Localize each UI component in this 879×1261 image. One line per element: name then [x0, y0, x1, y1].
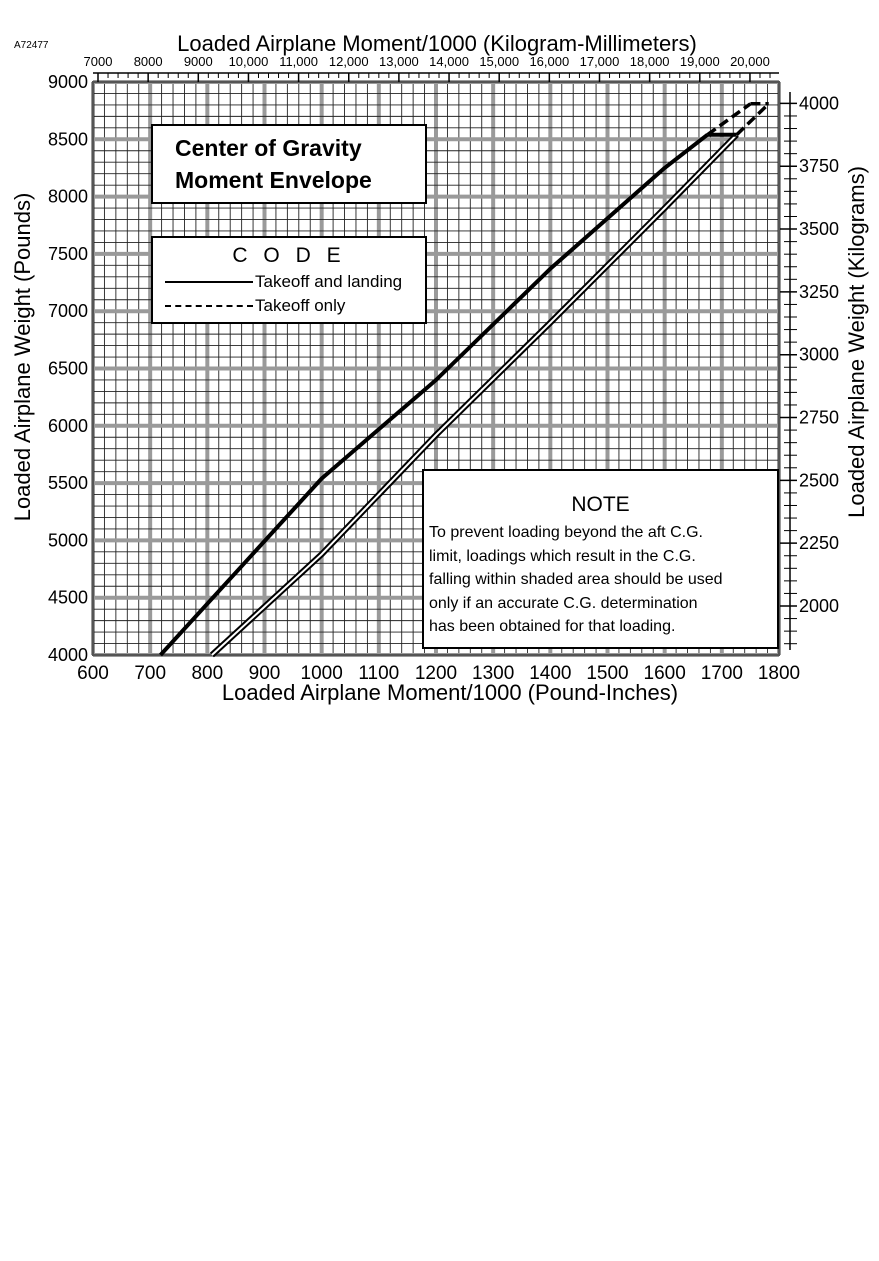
series-line: [737, 104, 769, 135]
y2-tick-label: 4000: [799, 93, 840, 114]
y-tick-label: 7500: [47, 243, 88, 264]
y-tick-label: 6500: [47, 358, 88, 379]
chart-title-box: [151, 124, 427, 204]
x-tick-label: 1100: [358, 663, 400, 684]
note-line: has been obtained for that loading.: [429, 618, 676, 635]
x-tick-label: 700: [134, 663, 167, 684]
note-box: [422, 469, 779, 649]
y2-tick-label: 2750: [799, 407, 840, 428]
x2-tick-label: 19,000: [679, 54, 720, 69]
note-title: NOTE: [571, 493, 630, 516]
y2-tick-label: 2500: [799, 470, 840, 491]
y2-tick-label: 3250: [799, 281, 840, 302]
x-tick-label: 800: [191, 663, 224, 684]
legend-title: C O D E: [232, 244, 346, 267]
y-axis-title: Loaded Airplane Weight (Pounds): [10, 192, 35, 522]
y-tick-label: 4000: [47, 645, 88, 665]
x2-tick-label: 16,000: [529, 54, 570, 69]
y-tick-label: 8000: [47, 186, 88, 207]
dashed-line-swatch: [165, 305, 253, 307]
x-axis-title: Loaded Airplane Moment/1000 (Pound-Inches): [221, 680, 679, 705]
x2-tick-label: 13,000: [379, 54, 419, 69]
x2-tick-label: 18,000: [629, 54, 670, 69]
x-tick-label: 600: [77, 663, 109, 684]
x2-tick-label: 17,000: [579, 54, 620, 69]
x2-tick-label: 9000: [183, 54, 213, 69]
y2-axis-title: Loaded Airplane Weight (Kilograms): [844, 166, 869, 518]
x-tick-label: 1800: [757, 663, 801, 684]
legend-label-takeoff-only: Takeoff only: [255, 296, 346, 315]
solid-line-swatch: [165, 281, 253, 283]
x-tick-label: 1500: [586, 663, 629, 684]
note-line: falling within shaded area should be used: [429, 571, 723, 588]
chart-title-line-1: Center of Gravity: [175, 135, 362, 161]
note-line: To prevent loading beyond the aft C.G.: [429, 524, 703, 541]
x-tick-label: 1000: [300, 663, 343, 684]
y-tick-label: 7000: [47, 301, 88, 322]
y-tick-label: 8500: [47, 129, 88, 150]
note-line: only if an accurate C.G. determination: [429, 594, 698, 612]
legend-item-solid: [153, 270, 425, 294]
x2-tick-label: 20,000: [730, 54, 770, 69]
x-tick-label: 1700: [700, 663, 743, 684]
x-tick-label: 1200: [414, 663, 458, 684]
y2-tick-label: 2000: [799, 596, 840, 616]
x2-tick-label: 11,000: [279, 54, 318, 69]
y-tick-label: 6000: [47, 415, 88, 436]
x2-axis-title: Loaded Airplane Moment/1000 (Kilogram-Millimeters): [177, 31, 697, 56]
legend-item-dashed: [153, 294, 425, 318]
x2-tick-label: 8000: [133, 54, 163, 69]
x-tick-label: 1400: [529, 663, 572, 684]
x2-tick-label: 7000: [83, 54, 113, 69]
legend-label-takeoff-landing: Takeoff and landing: [255, 272, 403, 291]
x-tick-label: 1300: [472, 663, 515, 684]
y-tick-label: 5500: [47, 473, 88, 494]
y-tick-label: 5000: [47, 530, 88, 551]
x2-tick-label: 12,000: [328, 54, 369, 69]
chart-title-line-2: Moment Envelope: [175, 167, 372, 193]
y2-tick-label: 3500: [799, 219, 840, 240]
x2-tick-label: 15,000: [479, 54, 520, 69]
y-tick-label: 4500: [47, 587, 88, 608]
y2-tick-label: 2250: [799, 533, 840, 554]
x-tick-label: 900: [248, 663, 281, 684]
legend-box: [151, 236, 427, 324]
figure-id: A72477: [14, 40, 49, 51]
y-tick-label: 9000: [47, 72, 88, 92]
x2-tick-label: 10,000: [228, 54, 269, 69]
y2-tick-label: 3750: [799, 156, 840, 177]
x-tick-label: 1600: [643, 663, 686, 684]
note-text: [424, 521, 777, 639]
note-line: limit, loadings which result in the C.G.: [429, 547, 696, 565]
x2-tick-label: 14,000: [429, 54, 469, 69]
y2-tick-label: 3000: [799, 344, 840, 365]
